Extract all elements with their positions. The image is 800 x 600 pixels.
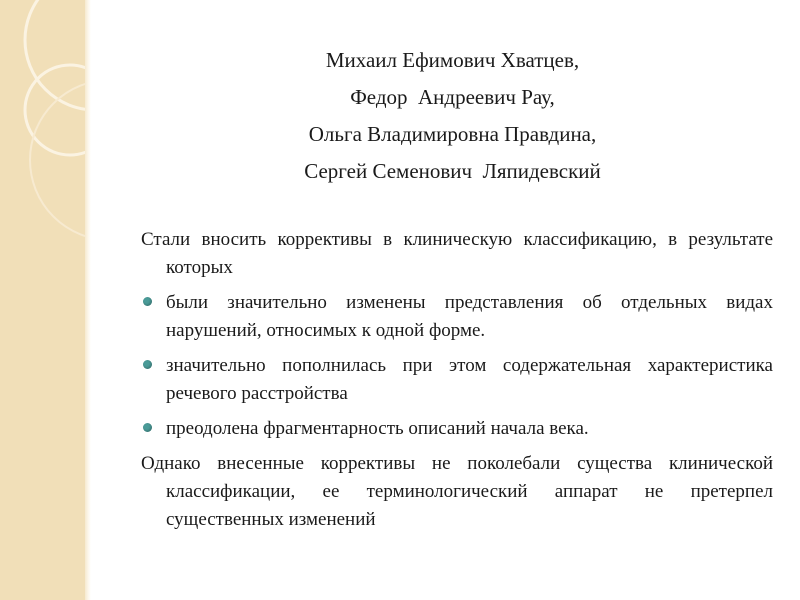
- bullet-dot-icon: [143, 360, 152, 369]
- author-name: Сергей Семенович Ляпидевский: [304, 159, 601, 183]
- author-name: Федор Андреевич Рау,: [350, 85, 555, 109]
- author-list: [180, 42, 725, 190]
- bullet-item: [141, 289, 773, 345]
- decorative-side-band: [0, 0, 85, 600]
- intro-paragraph: Стали вносить коррективы в клиническую классификацию, в результате которых: [141, 229, 773, 278]
- decorative-circles: [0, 0, 85, 600]
- bullet-text: значительно пополнилась при этом содержательная характеристика речевого расстройства: [166, 355, 773, 404]
- bullet-dot-icon: [143, 297, 152, 306]
- side-band-edge: [85, 0, 91, 600]
- bullet-dot-icon: [143, 423, 152, 432]
- bullet-text: преодолена фрагментарность описаний начала века.: [166, 418, 589, 439]
- conclusion-paragraph: Однако внесенные коррективы не поколебали существа клинической классификации, ее терминологический аппарат не претерпел существенных изменений: [141, 453, 773, 530]
- author-name: Михаил Ефимович Хватцев,: [325, 48, 580, 72]
- author-name: Ольга Владимировна Правдина,: [308, 122, 597, 146]
- bullet-item: [141, 415, 773, 443]
- bullet-item: [141, 352, 773, 408]
- bullet-text: были значительно изменены представления об отдельных видах нарушений, относимых к одной форме.: [166, 292, 773, 341]
- slide-body: [141, 226, 773, 541]
